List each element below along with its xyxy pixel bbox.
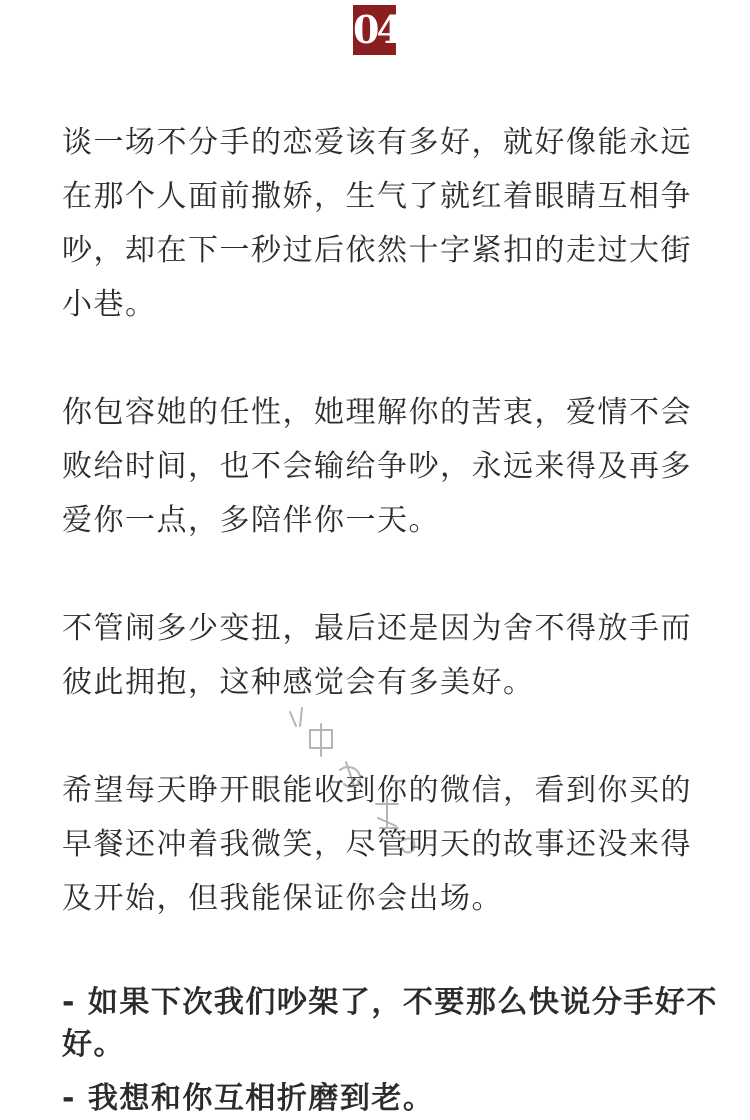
text-line: 早餐还冲着我微笑，尽管明天的故事还没来得 [62, 827, 692, 862]
text-line: 彼此拥抱，这种感觉会有多美好。 [62, 665, 535, 700]
article-body [62, 116, 718, 1120]
section-number-badge: 04 [353, 5, 396, 55]
text-line: 谈一场不分手的恋爱该有多好，就好像能永远 [62, 125, 692, 160]
text-line: 在那个人面前撒娇，生气了就红着眼睛互相争 [62, 179, 692, 214]
text-line: 及开始，但我能保证你会出场。 [62, 881, 503, 916]
paragraph-1 [62, 116, 702, 332]
quote-1 [62, 982, 718, 1066]
text-line: - 如果下次我们吵架了，不要那么快说分手好不 [62, 985, 718, 1020]
text-line: 希望每天睁开眼能收到你的微信，看到你买的 [62, 773, 692, 808]
quote-2 [62, 1078, 702, 1120]
text-line: 爱你一点，多陪伴你一天。 [62, 503, 440, 538]
text-line: 不管闹多少变扭，最后还是因为舍不得放手而 [62, 611, 692, 646]
paragraph-2 [62, 386, 702, 548]
text-line: 败给时间，也不会输给争吵，永远来得及再多 [62, 449, 692, 484]
paragraph-4 [62, 764, 702, 926]
paragraph-3 [62, 602, 702, 710]
text-line: 好。 [62, 1027, 125, 1062]
text-line: 你包容她的任性，她理解你的苦衷，爱情不会 [62, 395, 692, 430]
text-line: 小巷。 [62, 287, 157, 322]
quote-block [62, 982, 718, 1120]
text-line: 吵，却在下一秒过后依然十字紧扣的走过大街 [62, 233, 692, 268]
text-line: - 我想和你互相折磨到老。 [62, 1081, 435, 1116]
